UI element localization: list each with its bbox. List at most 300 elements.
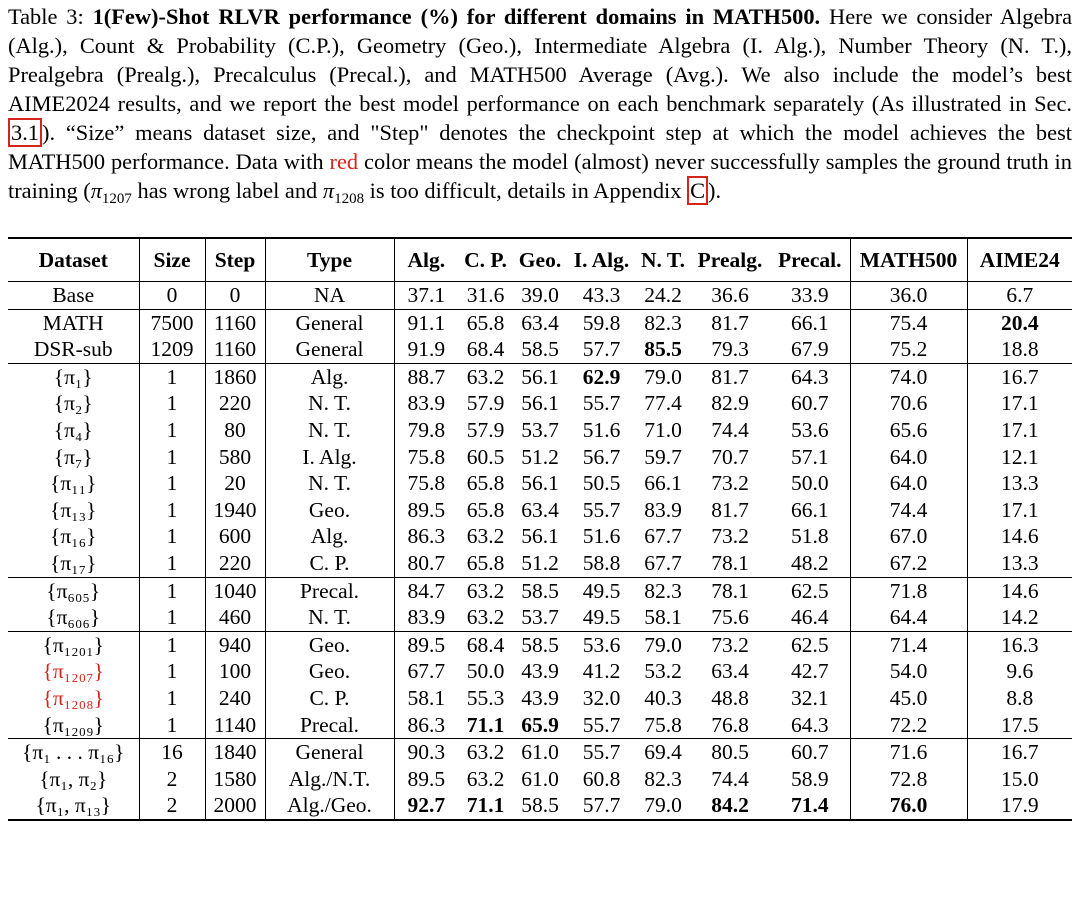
prealg-cell: 63.4 [711,659,749,684]
table-row [8,604,1072,631]
math500-cell: 64.0 [850,470,967,497]
step-cell: 1140 [205,712,265,739]
nt-cell: 75.8 [644,712,682,737]
cp-cell: 71.1 [458,792,513,820]
alg-cell: 80.7 [407,550,446,575]
math500-cell: 67.0 [850,523,967,550]
table-row [8,417,1072,444]
aime24-cell: 17.1 [1000,391,1039,416]
aime24-cell: 6.7 [1006,283,1034,307]
table-row [8,712,1072,739]
prealg-cell: 80.5 [690,739,770,766]
aime24-cell: 16.7 [967,739,1072,766]
table-body [8,282,1072,820]
geo-cell: 58.5 [521,337,559,362]
aime24-cell: 13.3 [1000,550,1039,575]
aime24-cell: 16.7 [967,363,1072,390]
nt-cell: 67.7 [644,550,682,575]
type-cell: I. Alg. [265,444,394,471]
size-cell: 1 [139,550,205,577]
alg-cell: 89.5 [394,631,458,658]
type-cell: N. T. [265,390,394,417]
dataset-cell: {π₁₁} [8,470,139,497]
size-cell: 16 [139,739,205,766]
pi-subscript: 1207 [101,191,132,207]
cp-cell: 71.1 [466,712,505,737]
ialg-cell: 57.7 [567,792,636,820]
aime24-cell: 18.8 [1000,337,1039,362]
ialg-cell: 49.5 [567,577,636,604]
ialg-cell: 43.3 [582,283,621,307]
nt-cell: 82.3 [636,577,690,604]
size-cell: 1 [139,470,205,497]
math500-cell: 76.0 [850,792,967,820]
nt-cell: 24.2 [644,283,682,307]
math500-cell: 67.2 [850,550,967,577]
geo-cell: 53.7 [521,605,559,630]
geo-cell: 58.5 [513,792,567,820]
pi-symbol: π [90,178,102,203]
aime24-cell: 9.6 [1006,659,1034,684]
caption-text-1: Here we consider Algebra (Alg.), Count & Probability (C.P.), Geometry (Geo.), Intermediate Algebra (I. Alg.), Number Theory (N. T.), Prealgebra (Prealg.), Precalculus (Precal.), and MATH500 Average (Avg.). We also include the model’s best AIME2024 results, and we report the best model performance on each benchmark separately (As illustrated in Sec. [8,4,1073,116]
table-row [8,685,1072,712]
alg-cell: 83.9 [407,391,446,416]
alg-cell: 91.9 [407,337,446,362]
dataset-cell: Base [8,282,139,310]
prealg-cell: 82.9 [711,391,749,416]
math500-cell: 45.0 [850,685,967,712]
dataset-cell: {π₁₇} [8,550,139,577]
table-row [8,658,1072,685]
step-cell: 1160 [205,336,265,363]
type-cell: Alg./N.T. [265,766,394,793]
geo-cell: 58.5 [513,577,567,604]
precal-cell: 64.3 [770,363,850,390]
ialg-cell: 49.5 [582,605,621,630]
alg-cell: 90.3 [394,739,458,766]
dataset-cell: {π₁ . . . π₁₆} [8,739,139,766]
pi-symbol: π [322,178,335,203]
precal-cell: 58.9 [770,766,850,793]
alg-cell: 84.7 [394,577,458,604]
geo-cell: 65.9 [521,712,559,737]
cp-cell: 65.8 [466,497,505,522]
cp-cell: 57.9 [466,417,505,442]
type-cell: C. P. [265,685,394,712]
aime24-cell: 17.5 [1000,712,1039,737]
nt-cell: 79.0 [636,792,690,820]
results-table [8,237,1072,821]
alg-cell: 89.5 [407,497,446,522]
table-row [8,309,1072,336]
table-row [8,336,1072,363]
dataset-cell: {π₁₆} [8,523,139,550]
aime24-cell: 8.8 [1006,685,1034,710]
geo-cell: 39.0 [521,283,559,307]
prealg-cell: 70.7 [711,444,749,469]
size-cell: 1 [139,390,205,417]
math500-cell: 54.0 [850,658,967,685]
prealg-cell: 81.7 [690,309,770,336]
aime24-cell: 14.6 [967,577,1072,604]
prealg-cell: 36.6 [711,283,749,307]
cp-cell: 65.8 [466,471,505,496]
header-cell: AIME24 [967,238,1072,282]
step-cell: 20 [205,470,265,497]
size-cell: 1 [139,497,205,524]
aime24-cell: 14.6 [1000,524,1039,549]
section-reference-link[interactable]: 3.1 [8,118,42,147]
alg-cell: 86.3 [407,712,446,737]
step-cell: 460 [205,604,265,631]
nt-cell: 82.3 [636,309,690,336]
math500-cell: 65.6 [850,417,967,444]
cp-cell: 63.2 [458,577,513,604]
step-cell: 1160 [205,309,265,336]
alg-cell: 67.7 [407,659,446,684]
table-row [8,444,1072,471]
dataset-cell: {π₇} [8,444,139,471]
step-cell: 600 [205,523,265,550]
table-header-row [8,238,1072,282]
math500-cell: 74.0 [850,363,967,390]
header-cell: Step [205,238,265,282]
header-cell: Type [265,238,394,282]
prealg-cell: 76.8 [711,712,749,737]
precal-cell: 64.3 [770,712,850,739]
math500-cell: 74.4 [850,497,967,524]
cp-cell: 63.2 [466,524,505,549]
step-cell: 220 [205,390,265,417]
prealg-cell: 79.3 [711,337,749,362]
step-cell: 100 [205,658,265,685]
pi-subscript: 1208 [334,191,365,207]
ialg-cell: 58.8 [582,550,621,575]
caption-label: Table 3: [8,4,84,29]
type-cell: N. T. [265,470,394,497]
nt-cell: 69.4 [636,739,690,766]
type-cell: Alg. [265,523,394,550]
nt-cell: 85.5 [644,337,682,362]
size-cell: 1 [139,658,205,685]
type-cell: General [265,739,394,766]
ialg-cell: 41.2 [582,659,621,684]
header-cell: Prealg. [690,238,770,282]
precal-cell: 60.7 [770,739,850,766]
dataset-cell: {π₁₂₀₇} [8,658,139,685]
nt-cell: 79.0 [636,631,690,658]
cp-cell: 60.5 [466,444,505,469]
math500-cell: 64.4 [850,604,967,631]
caption-text-2: ). “Size” means dataset size, and "Step" denotes the checkpoint step at which the model achieves the best MATH500 performance. Data with [8,120,1072,174]
aime24-cell: 16.3 [967,631,1072,658]
step-cell: 1840 [205,739,265,766]
cp-cell: 31.6 [466,283,505,307]
step-cell: 1580 [205,766,265,793]
aime24-cell: 13.3 [1000,471,1039,496]
ialg-cell: 60.8 [582,766,621,791]
math500-cell: 36.0 [850,282,967,310]
size-cell: 1 [139,631,205,658]
math500-cell: 72.2 [850,712,967,739]
prealg-cell: 81.7 [711,497,749,522]
step-cell: 2000 [205,792,265,820]
precal-cell: 53.6 [770,417,850,444]
geo-cell: 56.1 [521,471,559,496]
step-cell: 220 [205,550,265,577]
table-row [8,739,1072,766]
cp-cell: 50.0 [466,659,505,684]
geo-cell: 63.4 [513,309,567,336]
ialg-cell: 53.6 [567,631,636,658]
type-cell: Geo. [265,631,394,658]
type-cell: C. P. [265,550,394,577]
ialg-cell: 55.7 [567,739,636,766]
dataset-cell: {π₆₀₅} [8,577,139,604]
size-cell: 1 [139,417,205,444]
table-row [8,631,1072,658]
prealg-cell: 78.1 [711,550,749,575]
step-cell: 1940 [205,497,265,524]
nt-cell: 58.1 [644,605,682,630]
header-cell: C. P. [458,238,513,282]
header-cell: Size [139,238,205,282]
size-cell: 1 [139,523,205,550]
alg-cell: 79.8 [407,417,446,442]
alg-cell: 86.3 [407,524,446,549]
math500-cell: 75.4 [850,309,967,336]
header-cell: MATH500 [850,238,967,282]
prealg-cell: 73.2 [690,631,770,658]
math500-cell: 64.0 [850,444,967,471]
ialg-cell: 62.9 [567,363,636,390]
dataset-cell: {π₂} [8,390,139,417]
cp-cell: 65.8 [466,550,505,575]
math500-cell: 72.8 [850,766,967,793]
prealg-cell: 74.4 [711,417,749,442]
table-row [8,497,1072,524]
size-cell: 1 [139,685,205,712]
table-row [8,282,1072,310]
dataset-cell: {π₁₂₀₉} [8,712,139,739]
dataset-cell: MATH [8,309,139,336]
aime24-cell: 12.1 [1000,444,1039,469]
cp-cell: 63.2 [466,605,505,630]
nt-cell: 71.0 [644,417,682,442]
geo-cell: 53.7 [521,417,559,442]
ialg-cell: 56.7 [582,444,621,469]
aime24-cell: 17.9 [967,792,1072,820]
math500-cell: 71.4 [850,631,967,658]
precal-cell: 71.4 [770,792,850,820]
prealg-cell: 81.7 [690,363,770,390]
math500-cell: 75.2 [850,336,967,363]
geo-cell: 58.5 [513,631,567,658]
type-cell: N. T. [265,417,394,444]
dataset-cell: {π₁, π₂} [8,766,139,793]
step-cell: 940 [205,631,265,658]
alg-cell: 37.1 [407,283,446,307]
ialg-cell: 51.6 [582,524,621,549]
caption-text-6: ). [708,178,722,203]
nt-cell: 79.0 [636,363,690,390]
type-cell: Precal. [265,577,394,604]
math500-cell: 70.6 [850,390,967,417]
aime24-cell: 15.0 [1000,766,1039,791]
ialg-cell: 57.7 [582,337,621,362]
step-cell: 240 [205,685,265,712]
dataset-cell: {π₁₃} [8,497,139,524]
header-cell: N. T. [636,238,690,282]
header-cell: I. Alg. [567,238,636,282]
precal-cell: 46.4 [770,604,850,631]
nt-cell: 82.3 [644,766,682,791]
table-row [8,550,1072,577]
size-cell: 1 [139,604,205,631]
geo-cell: 51.2 [521,550,559,575]
ialg-cell: 55.7 [582,391,621,416]
nt-cell: 40.3 [644,685,682,710]
prealg-cell: 74.4 [711,766,749,791]
precal-cell: 48.2 [770,550,850,577]
aime24-cell: 17.1 [1000,497,1039,522]
size-cell: 0 [139,282,205,310]
prealg-cell: 78.1 [690,577,770,604]
step-cell: 0 [205,282,265,310]
precal-cell: 62.5 [770,631,850,658]
dataset-cell: {π₁, π₁₃} [8,792,139,820]
geo-cell: 56.1 [513,363,567,390]
nt-cell: 53.2 [644,659,682,684]
math500-cell: 71.6 [850,739,967,766]
precal-cell: 60.7 [770,390,850,417]
geo-cell: 61.0 [521,766,559,791]
precal-cell: 32.1 [770,685,850,712]
table-row [8,523,1072,550]
precal-cell: 66.1 [770,497,850,524]
ialg-cell: 51.6 [582,417,621,442]
aime24-cell: 20.4 [967,309,1072,336]
cp-cell: 63.2 [466,766,505,791]
alg-cell: 75.8 [407,444,446,469]
geo-cell: 56.1 [521,524,559,549]
prealg-cell: 73.2 [711,471,749,496]
nt-cell: 67.7 [644,524,682,549]
alg-cell: 91.1 [394,309,458,336]
nt-cell: 59.7 [644,444,682,469]
step-cell: 1860 [205,363,265,390]
prealg-cell: 48.8 [711,685,749,710]
ialg-cell: 59.8 [567,309,636,336]
cp-cell: 57.9 [466,391,505,416]
precal-cell: 57.1 [770,444,850,471]
alg-cell: 75.8 [407,471,446,496]
cp-cell: 55.3 [466,685,505,710]
table-row [8,792,1072,820]
size-cell: 1 [139,712,205,739]
dataset-cell: DSR-sub [8,336,139,363]
ialg-cell: 55.7 [582,497,621,522]
alg-cell: 88.7 [394,363,458,390]
table-row [8,470,1072,497]
cp-cell: 63.2 [458,363,513,390]
cp-cell: 68.4 [466,337,505,362]
type-cell: NA [265,282,394,310]
type-cell: General [265,309,394,336]
dataset-cell: {π₁₂₀₈} [8,685,139,712]
type-cell: Precal. [265,712,394,739]
table-row [8,363,1072,390]
step-cell: 1040 [205,577,265,604]
caption-text-3: color means the model (almost) never successfully samples the ground truth in training ( [8,149,1072,203]
type-cell: General [265,336,394,363]
size-cell: 2 [139,766,205,793]
header-cell: Precal. [770,238,850,282]
prealg-cell: 75.6 [711,605,749,630]
header-cell: Dataset [8,238,139,282]
dataset-cell: {π₁₂₀₁} [8,631,139,658]
type-cell: Geo. [265,658,394,685]
size-cell: 1 [139,444,205,471]
table-row [8,390,1072,417]
alg-cell: 89.5 [407,766,446,791]
ialg-cell: 50.5 [582,471,621,496]
step-cell: 80 [205,417,265,444]
appendix-reference-link[interactable]: C [687,176,708,205]
dataset-cell: {π₄} [8,417,139,444]
type-cell: Geo. [265,497,394,524]
dataset-cell: {π₁} [8,363,139,390]
ialg-cell: 32.0 [582,685,621,710]
precal-cell: 50.0 [770,470,850,497]
alg-cell: 83.9 [407,605,446,630]
step-cell: 580 [205,444,265,471]
ialg-cell: 55.7 [582,712,621,737]
header-cell: Alg. [394,238,458,282]
cp-cell: 63.2 [458,739,513,766]
caption-text-4: has wrong label and [137,178,318,203]
geo-cell: 43.9 [521,685,559,710]
prealg-cell: 73.2 [711,524,749,549]
cp-cell: 68.4 [458,631,513,658]
geo-cell: 43.9 [521,659,559,684]
size-cell: 1 [139,363,205,390]
cp-cell: 65.8 [458,309,513,336]
alg-cell: 92.7 [394,792,458,820]
type-cell: N. T. [265,604,394,631]
geo-cell: 63.4 [521,497,559,522]
precal-cell: 62.5 [770,577,850,604]
table-caption [8,2,1072,214]
size-cell: 1 [139,577,205,604]
table-row [8,766,1072,793]
type-cell: Alg. [265,363,394,390]
aime24-cell: 17.1 [1000,417,1039,442]
header-cell: Geo. [513,238,567,282]
type-cell: Alg./Geo. [265,792,394,820]
precal-cell: 42.7 [770,658,850,685]
alg-cell: 58.1 [407,685,446,710]
nt-cell: 77.4 [644,391,682,416]
caption-red-word: red [329,149,359,174]
geo-cell: 51.2 [521,444,559,469]
size-cell: 2 [139,792,205,820]
dataset-cell: {π₆₀₆} [8,604,139,631]
aime24-cell: 14.2 [1000,605,1039,630]
prealg-cell: 84.2 [690,792,770,820]
size-cell: 7500 [139,309,205,336]
table-row [8,577,1072,604]
